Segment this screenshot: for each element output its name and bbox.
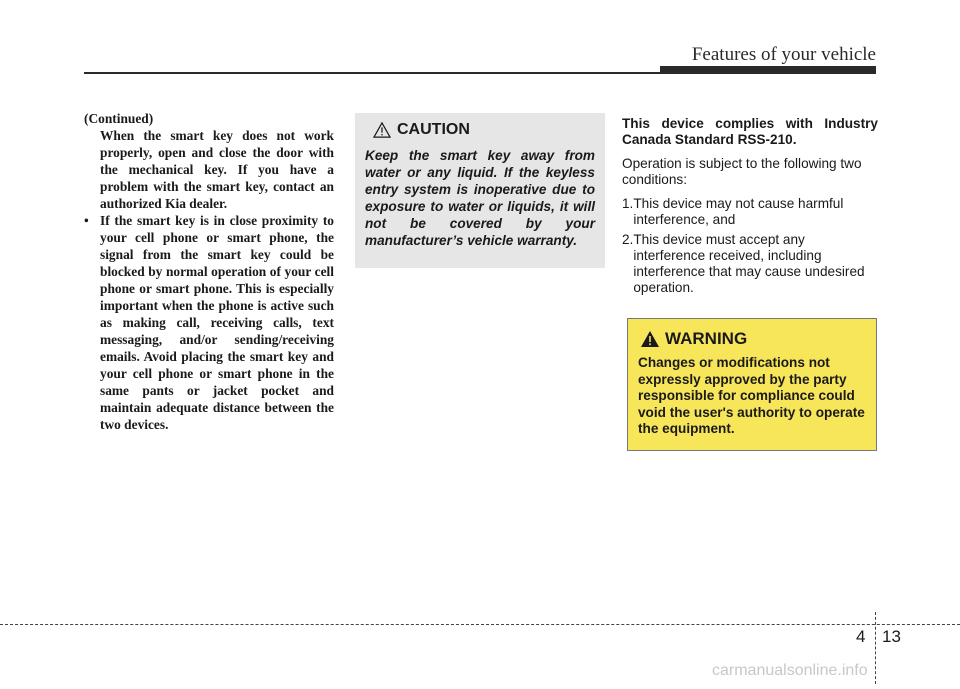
footer-divider (875, 612, 876, 684)
chapter-number: 4 (856, 627, 866, 646)
list-text: This device may not cause harmful interference, and (633, 196, 844, 227)
watermark: carmanualsonline.info (712, 662, 868, 679)
caution-title: CAUTION (397, 121, 470, 138)
caution-header (373, 121, 595, 139)
footer-rule (0, 624, 960, 625)
warning-triangle-icon (640, 330, 660, 348)
list-item (622, 196, 878, 228)
list-item (84, 212, 334, 433)
column-left (84, 110, 334, 433)
column-right (622, 116, 878, 300)
bullet-text: If the smart key is in close proximity to your cell phone or smart phone, the signal from the smart key could be blocked by normal operation of your cell phone or smart phone. This is especially important when the phone is active such as making call, receiving calls, text messaging, and/or sending/receiving emails. Avoid placing the smart key and your cell phone or smart phone in the same pants or jacket pocket and maintain adequate distance between the two devices. (100, 213, 334, 432)
warning-text: Changes or modifications not expressly approved by the party responsible for compliance could void the user's authority to operate the equipment. (638, 355, 865, 436)
page-number: 13 (882, 627, 901, 646)
warning-header (640, 329, 866, 349)
caution-box (355, 113, 605, 268)
list-number: 1. (622, 196, 634, 211)
compliance-notice: This device complies with Industry Canada Standard RSS-210. (622, 116, 878, 147)
list-number: 2. (622, 232, 634, 247)
bullet-dot: • (84, 213, 89, 228)
list-item (622, 232, 878, 296)
caution-text: Keep the smart key away from water or any liquid. If the keyless entry system is inoperative due to exposure to water or liquids, it will not be covered by your manufacturer’s vehicle warranty. (365, 148, 595, 248)
warning-title: WARNING (665, 329, 748, 348)
smart-key-paragraph: When the smart key does not work properly, open and close the door with the mechanical key. If you have a problem with the smart key, contact an authorized Kia dealer. (100, 128, 334, 211)
caution-triangle-icon (373, 122, 391, 138)
conditions-intro: Operation is subject to the following two conditions: (622, 156, 862, 187)
continued-label: (Continued) (84, 111, 154, 126)
header-rule (84, 72, 876, 74)
header-title: Features of your vehicle (691, 44, 876, 65)
warning-box (627, 318, 877, 451)
list-text: This device must accept any interference received, including interference that may cause undesired operation. (633, 232, 865, 295)
